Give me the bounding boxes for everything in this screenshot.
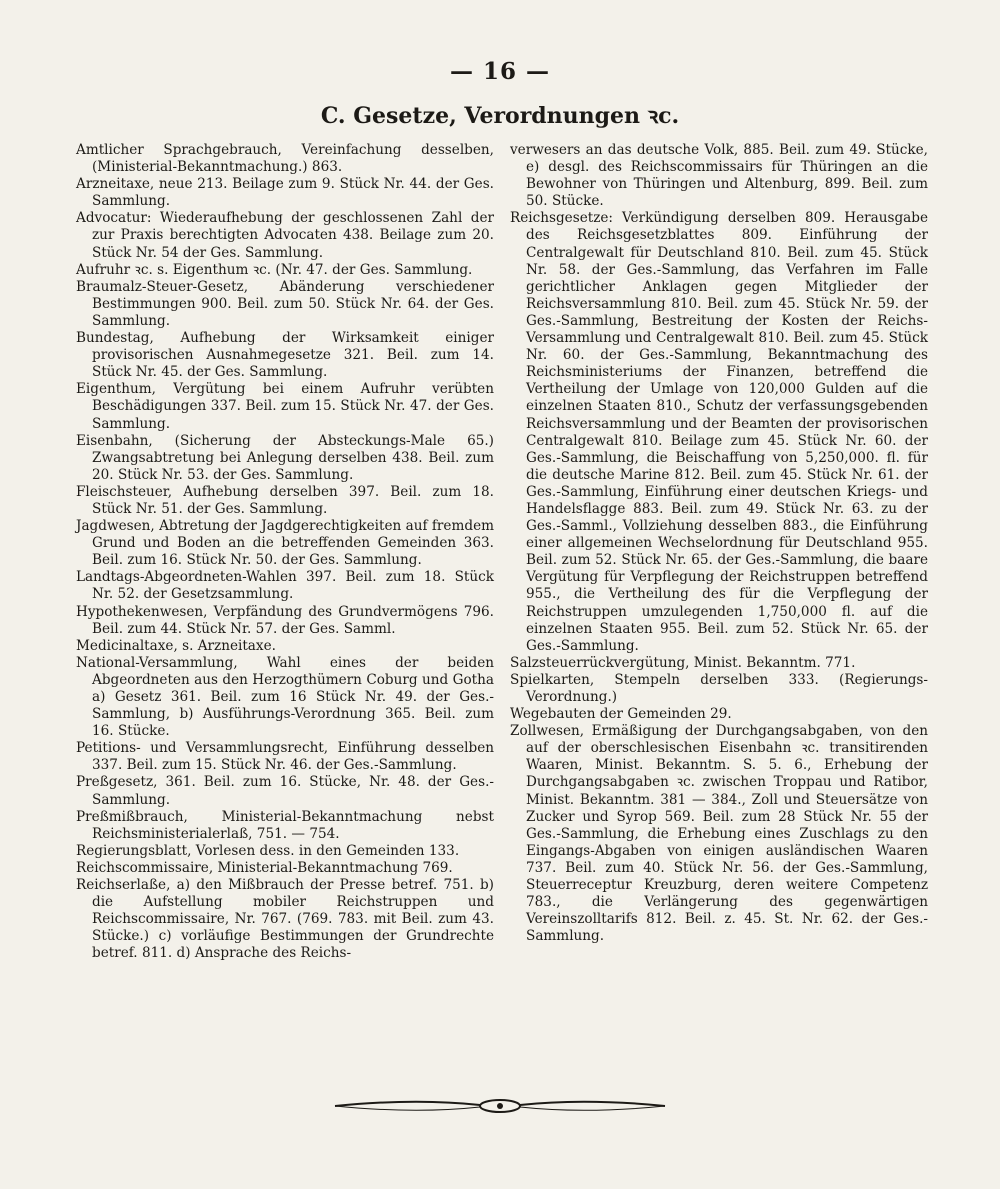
index-entry: Bundestag, Aufhebung der Wirksamkeit einiger provisorischen Ausnahmegesetze 321. Beil. zum 14. Stück Nr. 45. der Ges. Sammlung.	[76, 330, 494, 381]
left-column	[76, 142, 494, 963]
index-entry: Braumalz-Steuer-Gesetz, Abänderung verschiedener Bestimmungen 900. Beil. zum 50. Stück Nr. 64. der Ges. Sammlung.	[76, 278, 494, 329]
index-entry: Reichscommissaire, Ministerial-Bekanntmachung 769.	[76, 859, 453, 876]
index-entry: Medicinaltaxe, s. Arzneitaxe.	[76, 637, 276, 654]
index-entry: Salzsteuerrückvergütung, Minist. Bekanntm. 771.	[510, 654, 856, 671]
section-heading: C. Gesetze, Verordnungen ꝛc.	[320, 103, 680, 129]
index-entry: Eigenthum, Vergütung bei einem Aufruhr verübten Beschädigungen 337. Beil. zum 15. Stück Nr. 47. der Ges. Sammlung.	[76, 381, 494, 432]
index-entry: Spielkarten, Stempeln derselben 333. (Regierungs-Verordnung.)	[510, 671, 928, 705]
page-number: — 16 —	[449, 58, 551, 85]
index-entry: Advocatur: Wiederaufhebung der geschlossenen Zahl der zur Praxis berechtigten Advocaten 438. Beilage zum 20. Stück Nr. 54 der Ges. Sammlung.	[76, 210, 494, 261]
index-entry: Reichsgesetze: Verkündigung derselben 809. Herausgabe des Reichsgesetzblattes 809. Einführung der Centralgewalt für Deutschland 810. Beil. zum 45. Stück Nr. 58. der Ges.-Sammlung, das Verfahren im Falle gerichtlicher Anklagen gegen Mitglieder der Reichsversammlung 810. Beil. zum 45. Stück Nr. 59. der Ges.-Sammlung, Bestreitung der Kosten der Reichs-Versammlung und Centralgewalt 810. Beil. zum 45. Stück Nr. 60. der Ges.-Sammlung, Bekanntmachung des Reichsministeriums der Finanzen, betreffend die Vertheilung der Umlage von 120,000 Gulden auf die einzelnen Staaten 810., Schutz der verfassungsgebenden Reichsversammlung und der Beamten der provisorischen Centralgewalt 810. Beilage zum 45. Stück Nr. 60. der Ges.-Sammlung, die Beischaffung von 5,250,000. fl. für die deutsche Marine 812. Beil. zum 45. Stück Nr. 61. der Ges.-Sammlung, Einführung einer deutschen Kriegs- und Handelsflagge 883. Beil. zum 49. Stück Nr. 63. zu der Ges.-Samml., Vollziehung desselben 883., die Einführung einer allgemeinen Wechselordnung für Deutschland 955. Beil. zum 52. Stück Nr. 65. der Ges.-Sammlung, die baare Vergütung für Verpflegung der Reichstruppen betreffend 955., die Vertheilung des für die Verpflegung der Reichstruppen umzulegenden 1,750,000 fl. auf die einzelnen Staaten 955. Beil. zum 52. Stück Nr. 65. der Ges.-Sammlung.	[510, 210, 928, 654]
index-entry: Hypothekenwesen, Verpfändung des Grundvermögens 796. Beil. zum 44. Stück Nr. 57. der Ges. Samml.	[76, 603, 494, 637]
index-entry: Arzneitaxe, neue 213. Beilage zum 9. Stück Nr. 44. der Ges. Sammlung.	[76, 176, 494, 210]
right-column	[510, 142, 928, 945]
index-entry: Preßgesetz, 361. Beil. zum 16. Stücke, Nr. 48. der Ges.-Sammlung.	[76, 774, 494, 808]
index-entry: Zollwesen, Ermäßigung der Durchgangsabgaben, von den auf der oberschlesischen Eisenbahn ꝛc. transitirenden Waaren, Minist. Bekanntm. S. 5. 6., Erhebung der Durchgangsabgaben ꝛc. zwischen Troppau und Ratibor, Minist. Bekanntm. 381 — 384., Zoll und Steuersätze von Zucker und Syrop 569. Beil. zum 28 Stück Nr. 55 der Ges.-Sammlung, die Erhebung eines Zuschlags zu den Eingangs-Abgaben von einigen ausländischen Waaren 737. Beil. zum 40. Stück Nr. 56. der Ges.-Sammlung, Steuerreceptur Kreuzburg, deren weitere Competenz 783., die Verlängerung des gegenwärtigen Vereinszolltarifs 812. Beil. z. 45. St. Nr. 62. der Ges.-Sammlung.	[510, 723, 928, 945]
index-entry: Preßmißbrauch, Ministerial-Bekanntmachung nebst Reichsministerialerlaß, 751. — 754.	[76, 808, 494, 842]
index-entry: Wegebauten der Gemeinden 29.	[510, 706, 732, 723]
index-entry: Fleischsteuer, Aufhebung derselben 397. Beil. zum 18. Stück Nr. 51. der Ges. Sammlung.	[76, 483, 494, 517]
index-entry: National-Versammlung, Wahl eines der beiden Abgeordneten aus den Herzogthümern Coburg und Gotha a) Gesetz 361. Beil. zum 16 Stück Nr. 49. der Ges.-Sammlung, b) Ausführungs-Verordnung 365. Beil. zum 16. Stücke.	[76, 654, 494, 740]
end-ornament	[330, 1094, 670, 1118]
index-entry: Eisenbahn, (Sicherung der Absteckungs-Male 65.) Zwangsabtretung bei Anlegung derselben 438. Beil. zum 20. Stück Nr. 53. der Ges. Sammlung.	[76, 432, 494, 483]
index-entry: Petitions- und Versammlungsrecht, Einführung desselben 337. Beil. zum 15. Stück Nr. 46. der Ges.-Sammlung.	[76, 740, 494, 774]
index-entry: verwesers an das deutsche Volk, 885. Beil. zum 49. Stücke, e) desgl. des Reichscommissairs für Thüringen an die Bewohner von Thüringen und Altenburg, 899. Beil. zum 50. Stücke.	[510, 142, 928, 210]
index-entry: Jagdwesen, Abtretung der Jagdgerechtigkeiten auf fremdem Grund und Boden an die betreffenden Gemeinden 363. Beil. zum 16. Stück Nr. 50. der Ges. Sammlung.	[76, 518, 494, 569]
index-entry: Amtlicher Sprachgebrauch, Vereinfachung desselben, (Ministerial-Bekanntmachung.) 863.	[76, 142, 494, 176]
index-entry: Aufruhr ꝛc. s. Eigenthum ꝛc. (Nr. 47. der Ges. Sammlung.	[76, 261, 473, 278]
index-entry: Reichserlaße, a) den Mißbrauch der Presse betref. 751. b) die Aufstellung mobiler Reichstruppen und Reichscommissaire, Nr. 767. (769. 783. mit Beil. zum 43. Stücke.) c) vorläufige Bestimmungen der Grundrechte betref. 811. d) Ansprache des Reichs-	[76, 877, 494, 962]
index-entry: Regierungsblatt, Vorlesen dess. in den Gemeinden 133.	[76, 842, 460, 859]
index-entry: Landtags-Abgeordneten-Wahlen 397. Beil. zum 18. Stück Nr. 52. der Gesetzsammlung.	[76, 569, 494, 603]
